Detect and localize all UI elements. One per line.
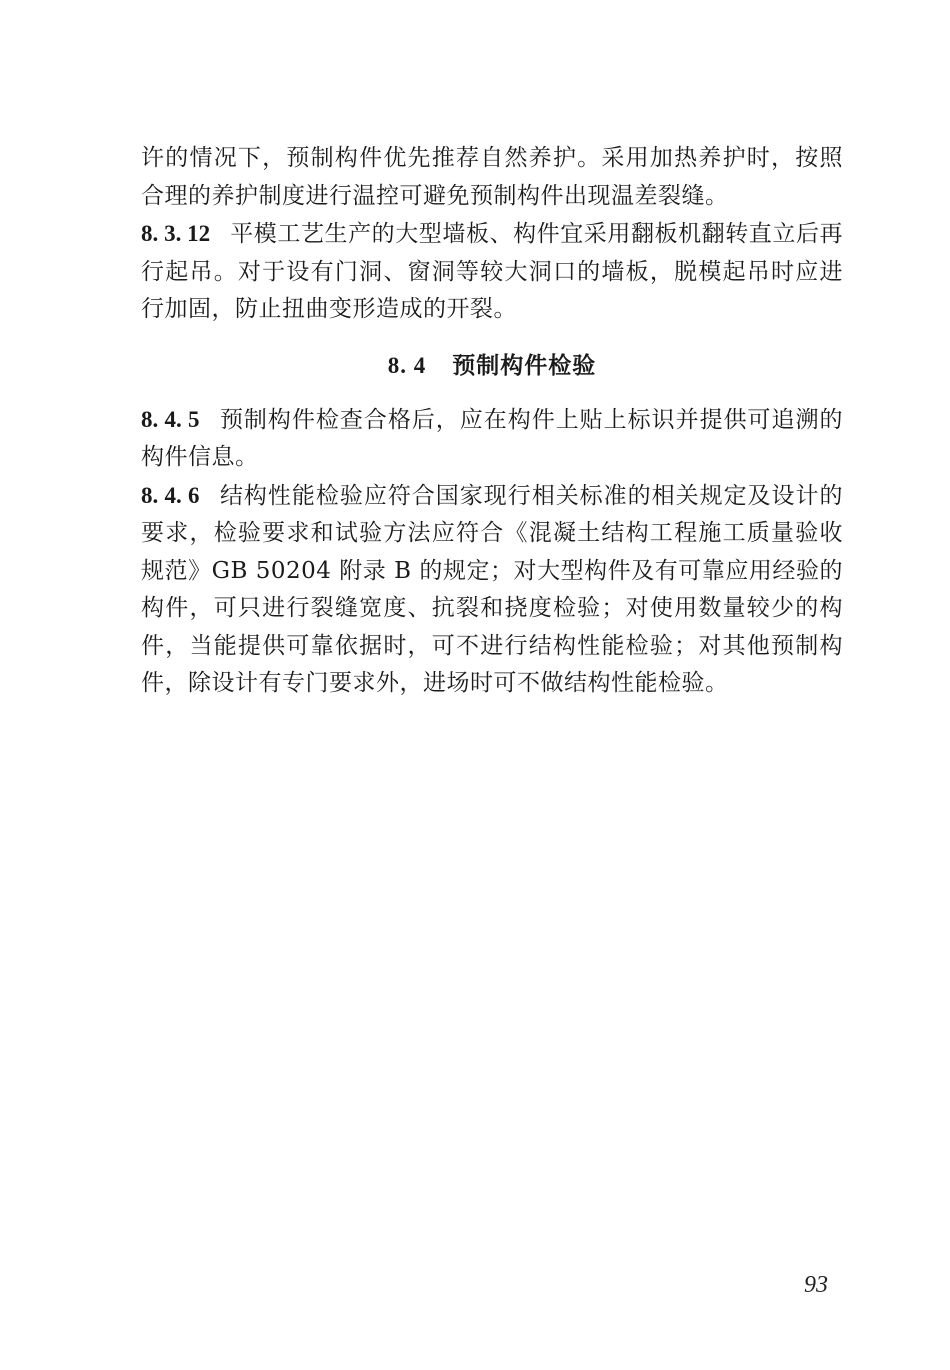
section-number: 8. 4 xyxy=(387,352,427,378)
clause-number: 8. 4. 5 xyxy=(141,406,200,432)
page-number: 93 xyxy=(804,1272,828,1298)
paragraph-continued xyxy=(141,140,843,215)
clause-text: 预制构件检查合格后，应在构件上贴上标识并提供可追溯的构件信息。 xyxy=(141,406,844,470)
clause-8-4-6 xyxy=(141,477,843,703)
clause-text: 平模工艺生产的大型墙板、构件宜采用翻板机翻转直立后再行起吊。对于设有门洞、窗洞等较大洞口的墙板，脱模起吊时应进行加固，防止扭曲变形造成的开裂。 xyxy=(141,221,844,322)
paragraph-text: 许的情况下，预制构件优先推荐自然养护。采用加热养护时，按照合理的养护制度进行温控可避免预制构件出现温差裂缝。 xyxy=(141,145,843,209)
clause-text: 结构性能检验应符合国家现行相关标准的相关规定及设计的要求，检验要求和试验方法应符合《混凝土结构工程施工质量验收规范》GB 50204 附录 B 的规定；对大型构件及有可靠应用经验的构件，可只进行裂缝宽度、抗裂和挠度检验；对使用数量较少的构件，当能提供可靠依据时，可不进行结构性能检验；对其他预制构件，除设计有专门要求外，进场时可不做结构性能检验。 xyxy=(141,482,844,696)
section-title: 预制构件检验 xyxy=(452,352,597,379)
clause-number: 8. 4. 6 xyxy=(141,482,200,508)
page-body xyxy=(141,140,843,703)
clause-8-3-12 xyxy=(141,215,843,329)
section-heading xyxy=(141,347,843,385)
clause-number: 8. 3. 12 xyxy=(141,221,211,246)
clause-8-4-5 xyxy=(141,401,843,477)
